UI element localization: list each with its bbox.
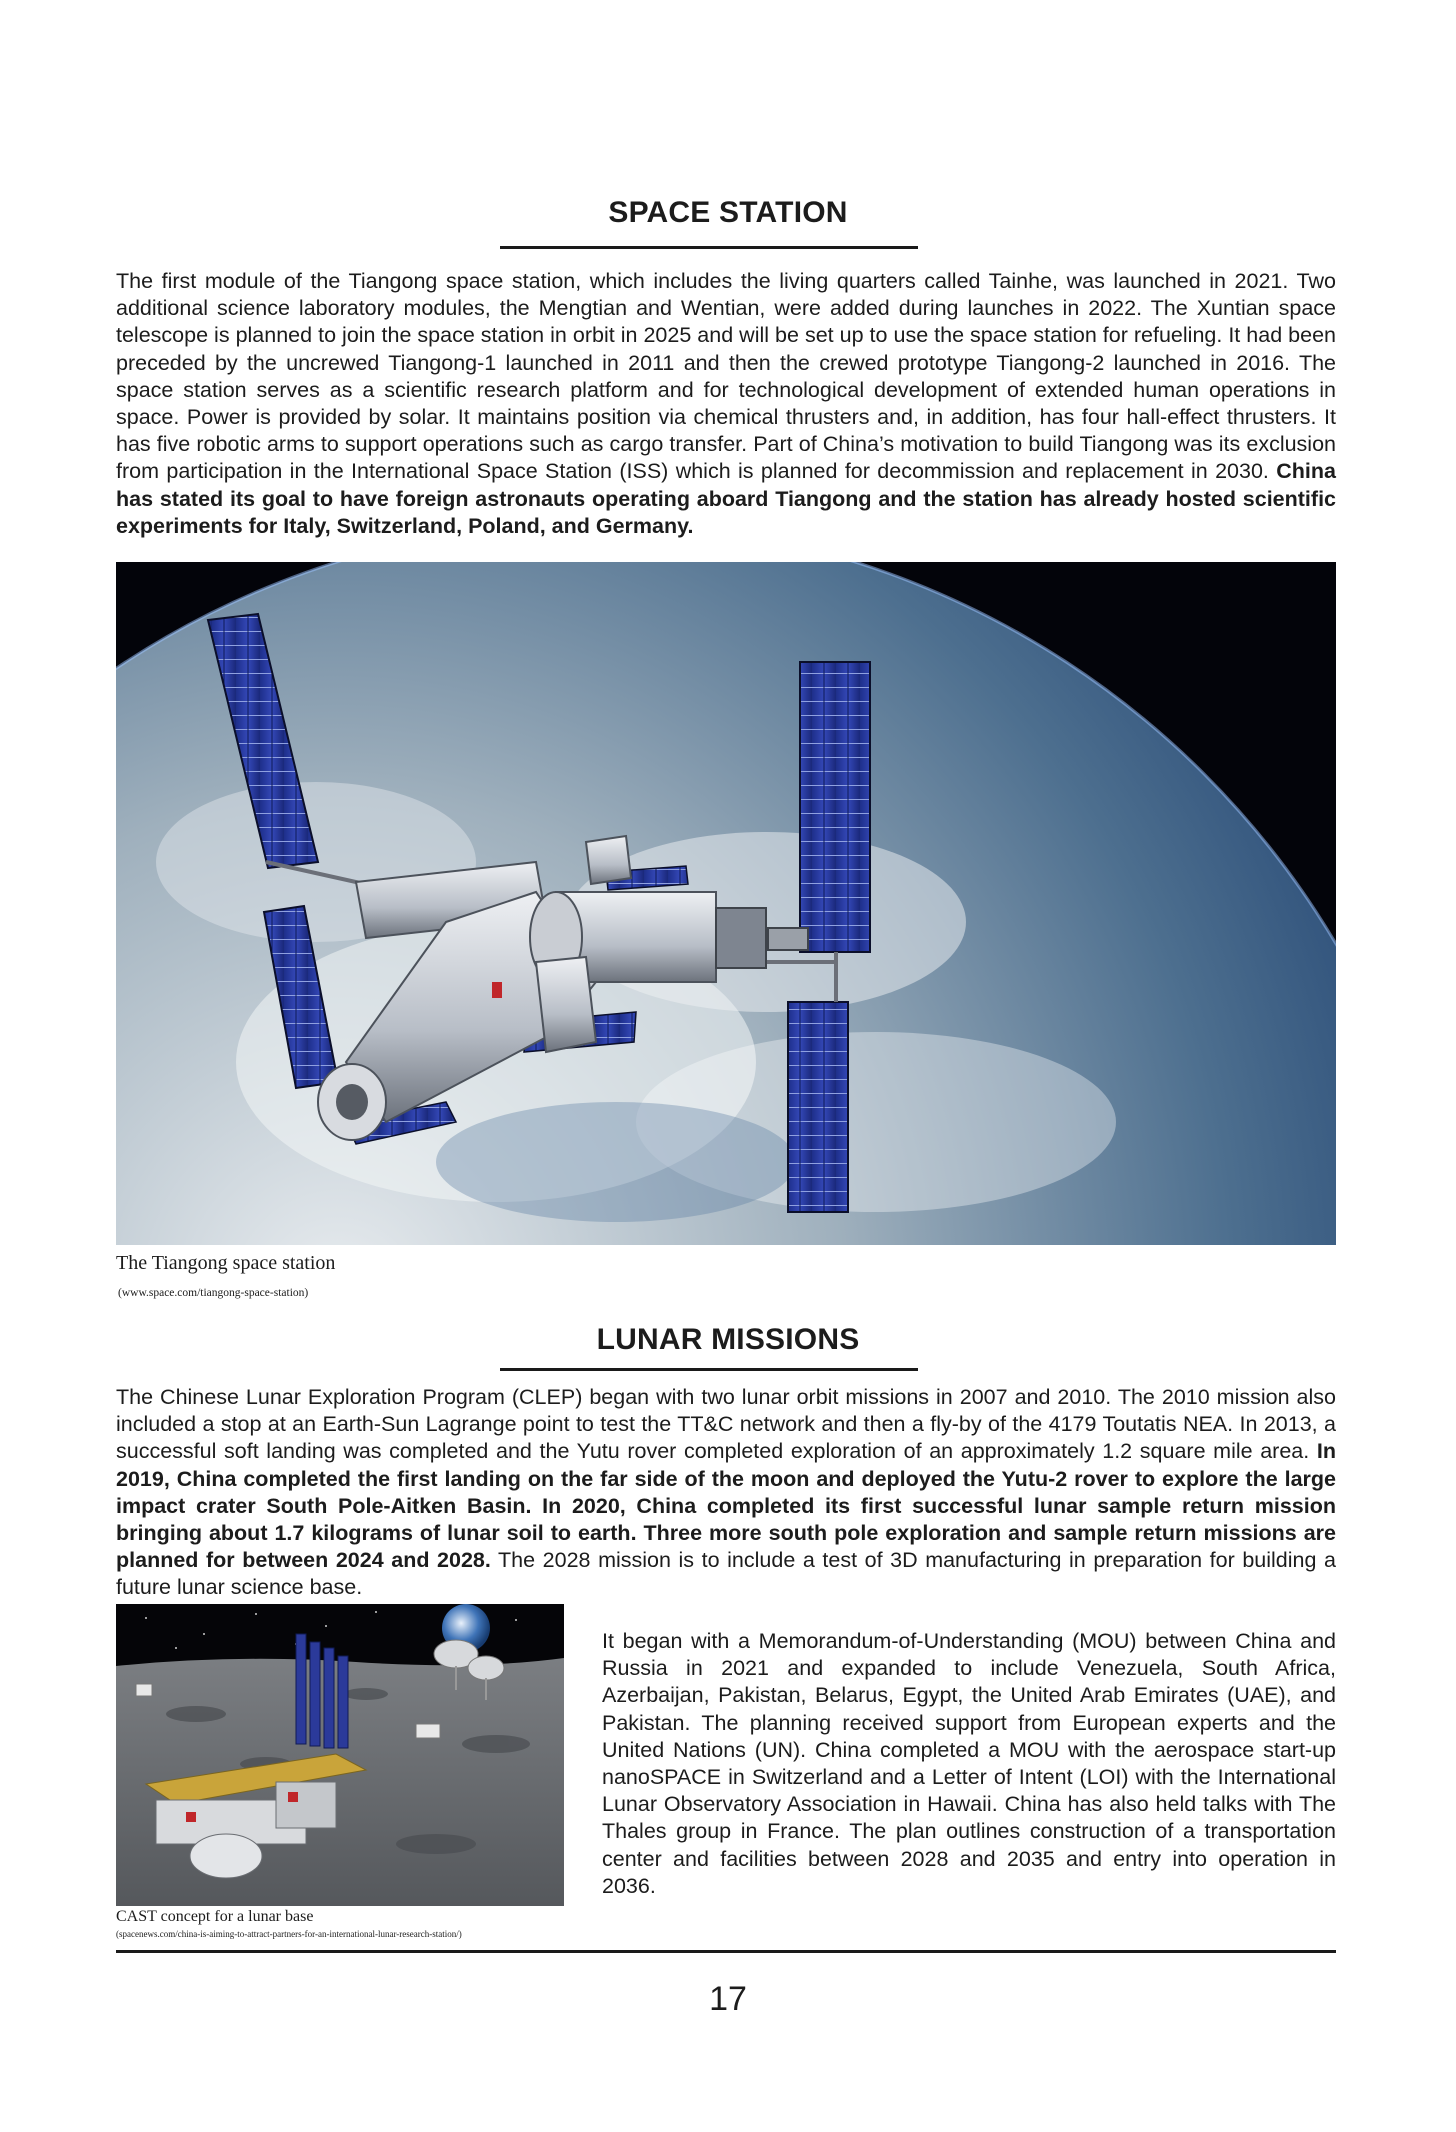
lunar-paragraph-2: It began with a Memorandum-of-Understanding (MOU) between China and Russia in 2021 and expanded to include Venezuela, South Africa, Azerbaijan, Pakistan, Belarus, Egypt, the United Arab Emirates (UAE), and Pakistan. The planning received support from European experts and the United Nations (UN). China completed a MOU with the aerospace start-up nanoSPACE in Switzerland and a Letter of Intent (LOI) with the International Lunar Observatory Association in Hawaii. China has also held talks with The Thales group in France. The plan outlines construction of a transportation center and facilities between 2028 and 2035 and entry into operation in 2036. [602, 1629, 1336, 1898]
tiangong-figure [116, 562, 1336, 1245]
section-heading-space-station: SPACE STATION [608, 196, 848, 229]
heading-underline [500, 1368, 918, 1371]
heading-underline [500, 246, 918, 249]
lunar-figure-caption: CAST concept for a lunar base [116, 1908, 314, 1925]
lunar-paragraph-1 [116, 1384, 1336, 1602]
lunar-base-illustration [116, 1604, 564, 1906]
lunar-base-figure [116, 1604, 564, 1906]
solar-array-lower-right [788, 1002, 848, 1212]
lunar-text-tail: The 2028 mission is to include a test of 3D manufacturing in preparation for building a future lunar science base. [116, 1548, 1336, 1600]
footer-rule [116, 1950, 1336, 1953]
figure-source: (www.space.com/tiangong-space-station) [118, 1287, 309, 1299]
lunar-text: The Chinese Lunar Exploration Program (CLEP) began with two lunar orbit missions in 2007 and 2010. The 2010 mission also included a stop at an Earth-Sun Lagrange point to test the TT&C network and then a fly-by of the 4179 Toutatis NEA. In 2013, a successful soft landing was completed and the Yutu rover completed exploration of an approximately 1.2 square mile area. [116, 1385, 1336, 1464]
lunar-bold-text: In 2019, China completed the first landing on the far side of the moon and deployed the Yutu-2 rover to explore the large impact crater South Pole-Aitken Basin. In 2020, China completed its first successful lunar sample return mission bringing about 1.7 kilograms of lunar soil to earth. Three more south pole exploration and sample return missions are planned for between 2024 and 2028. [116, 1439, 1336, 1573]
space-station-paragraph [116, 268, 1336, 540]
section-heading-lunar-missions: LUNAR MISSIONS [596, 1323, 860, 1356]
space-station-bold-text: China has stated its goal to have foreign astronauts operating aboard Tiangong and the station has already hosted scientific experiments for Italy, Switzerland, Poland, and Germany. [116, 459, 1336, 538]
page-number: 17 [709, 1980, 747, 2018]
solar-array-upper-right [800, 662, 870, 952]
space-station-text: The first module of the Tiangong space station, which includes the living quarters called Tainhe, was launched in 2021. Two additional science laboratory modules, the Mengtian and Wentian, were added during launches in 2022. The Xuntian space telescope is planned to join the space station in orbit in 2025 and will be set up to use the space station for refueling. It had been preceded by the uncrewed Tiangong-1 launched in 2011 and then the crewed prototype Tiangong-2 launched in 2016. The space station serves as a scientific research platform and for technological development of extended human operations in space. Power is provided by solar. It maintains position via chemical thrusters and, in addition, has four hall-effect thrusters. It has five robotic arms to support operations such as cargo transfer. Part of China’s motivation to build Tiangong was its exclusion from participation in the International Space Station (ISS) which is planned for decommission and replacement in 2030. [116, 269, 1336, 484]
figure-caption: The Tiangong space station [116, 1252, 336, 1274]
lunar-figure-source: (spacenews.com/china-is-aiming-to-attract-partners-for-an-international-lunar-research-station/) [116, 1929, 462, 1939]
tiangong-illustration [116, 562, 1336, 1245]
